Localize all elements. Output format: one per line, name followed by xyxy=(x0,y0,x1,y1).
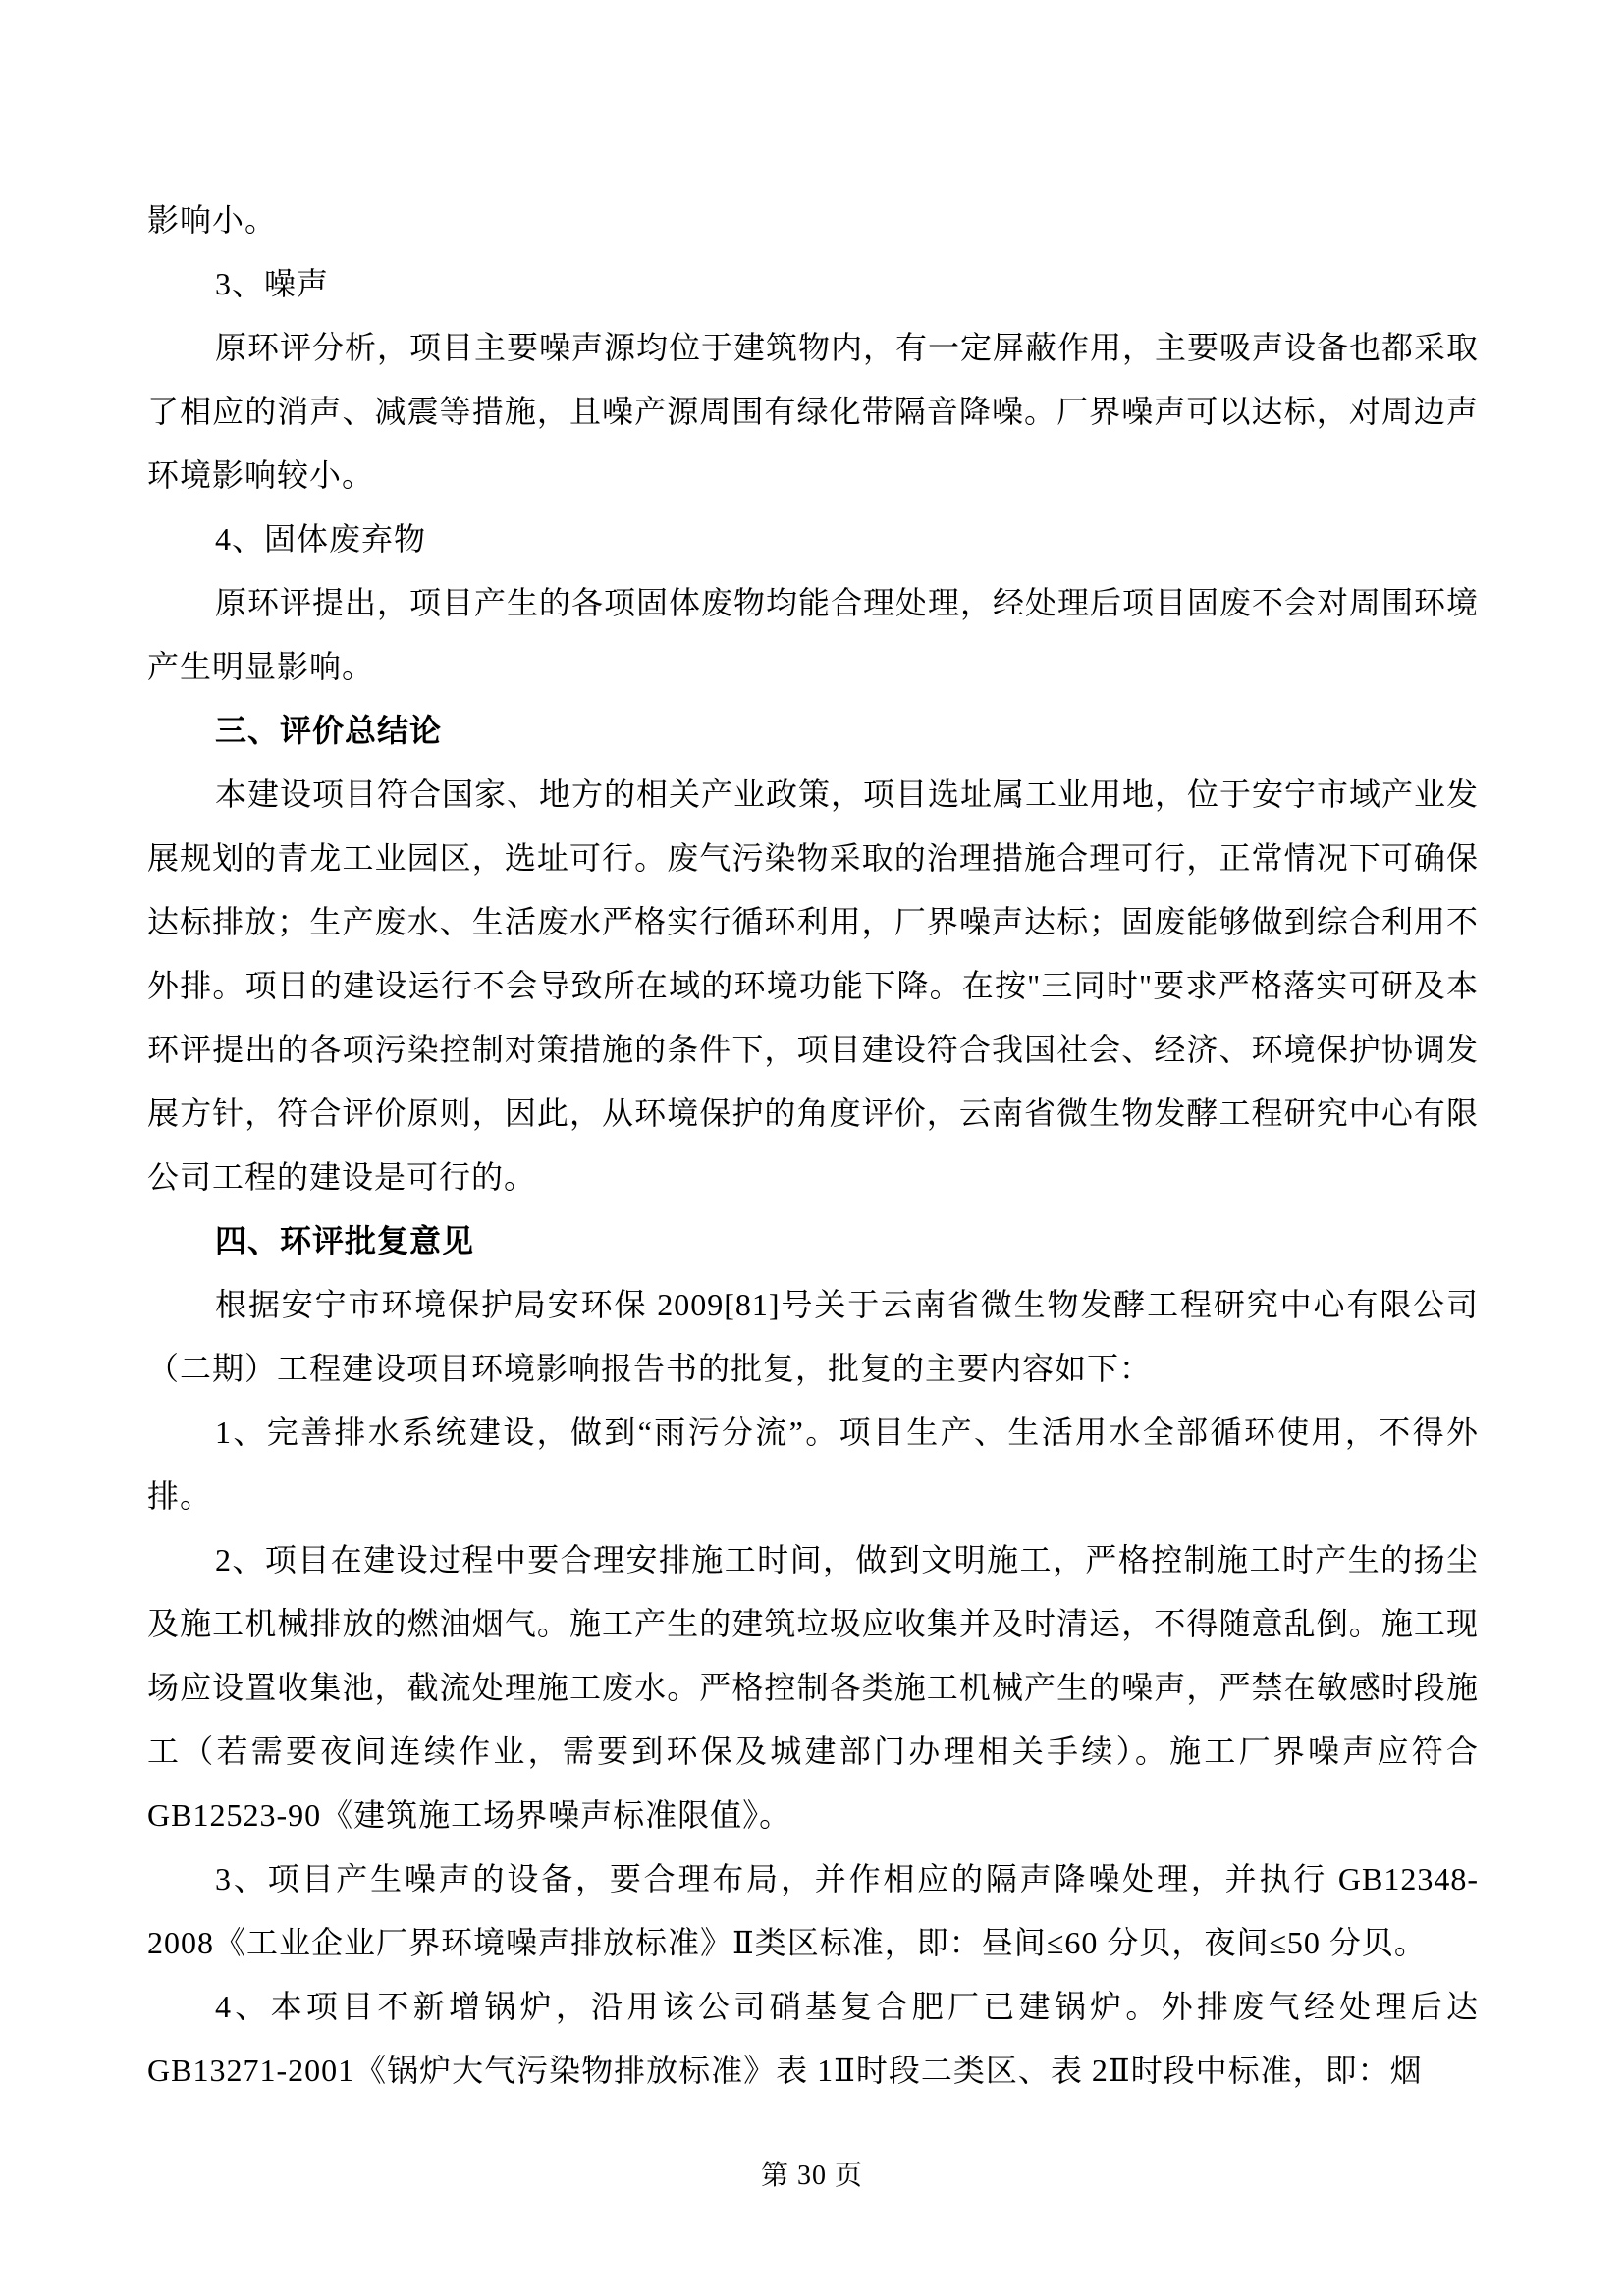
page-number: 第 30 页 xyxy=(760,2161,863,2191)
paragraph: 3、噪声 xyxy=(215,266,330,301)
paragraph: 根据安宁市环境保护局安环保 2009[81]号关于云南省微生物发酵工程研究中心有限公司（二期）工程建设项目环境影响报告书的批复，批复的主要内容如下： xyxy=(147,1287,1479,1386)
paragraph: 本建设项目符合国家、地方的相关产业政策，项目选址属工业用地，位于安宁市域产业发展规划的青龙工业园区，选址可行。废气污染物采取的治理措施合理可行，正常情况下可确保达标排放；生产废水、生活废水严格实行循环利用，厂界噪声达标；固废能够做到综合利用不外排。项目的建设运行不会导致所在域的环境功能下降。在按"三同时"要求严格落实可研及本环评提出的各项污染控制对策措施的条件下，项目建设符合我国社会、经济、环境保护协调发展方针，符合评价原则，因此，从环境保护的角度评价，云南省微生物发酵工程研究中心有限公司工程的建设是可行的。 xyxy=(147,776,1480,1195)
paragraph: 影响小。 xyxy=(147,202,278,238)
paragraph: 2、项目在建设过程中要合理安排施工时间，做到文明施工，严格控制施工时产生的扬尘及施工机械排放的燃油烟气。施工产生的建筑垃圾应收集并及时清运，不得随意乱倒。施工现场应设置收集池，截流处理施工废水。严格控制各类施工机械产生的噪声，严禁在敏感时段施工（若需要夜间连续作业，需要到环保及城建部门办理相关手续）。施工厂界噪声应符合GB12523-90《建筑施工场界噪声标准限值》。 xyxy=(147,1542,1479,1833)
page-footer xyxy=(0,2156,1624,2197)
paragraph: 4、固体废弃物 xyxy=(215,521,427,557)
document-body xyxy=(147,188,1479,2103)
paragraph: 1、完善排水系统建设，做到“雨污分流”。项目生产、生活用水全部循环使用，不得外排。 xyxy=(147,1415,1479,1514)
paragraph: 3、项目产生噪声的设备，要合理布局，并作相应的隔声降噪处理，并执行 GB12348-2008《工业企业厂界环境噪声排放标准》Ⅱ类区标准，即：昼间≤60 分贝，夜间≤50 分贝。 xyxy=(147,1861,1479,1960)
section-heading: 三、评价总结论 xyxy=(215,713,443,748)
paragraph: 原环评分析，项目主要噪声源均位于建筑物内，有一定屏蔽作用，主要吸声设备也都采取了相应的消声、减震等措施，且噪产源周围有绿化带隔音降噪。厂界噪声可以达标，对周边声环境影响较小。 xyxy=(147,330,1480,493)
paragraph: 4、本项目不新增锅炉，沿用该公司硝基复合肥厂已建锅炉。外排废气经处理后达GB13271-2001《锅炉大气污染物排放标准》表 1Ⅱ时段二类区、表 2Ⅱ时段中标准，即：烟 xyxy=(147,1989,1479,2088)
section-heading: 四、环评批复意见 xyxy=(215,1223,475,1258)
paragraph: 原环评提出，项目产生的各项固体废物均能合理处理，经处理后项目固废不会对周围环境产生明显影响。 xyxy=(147,585,1480,684)
